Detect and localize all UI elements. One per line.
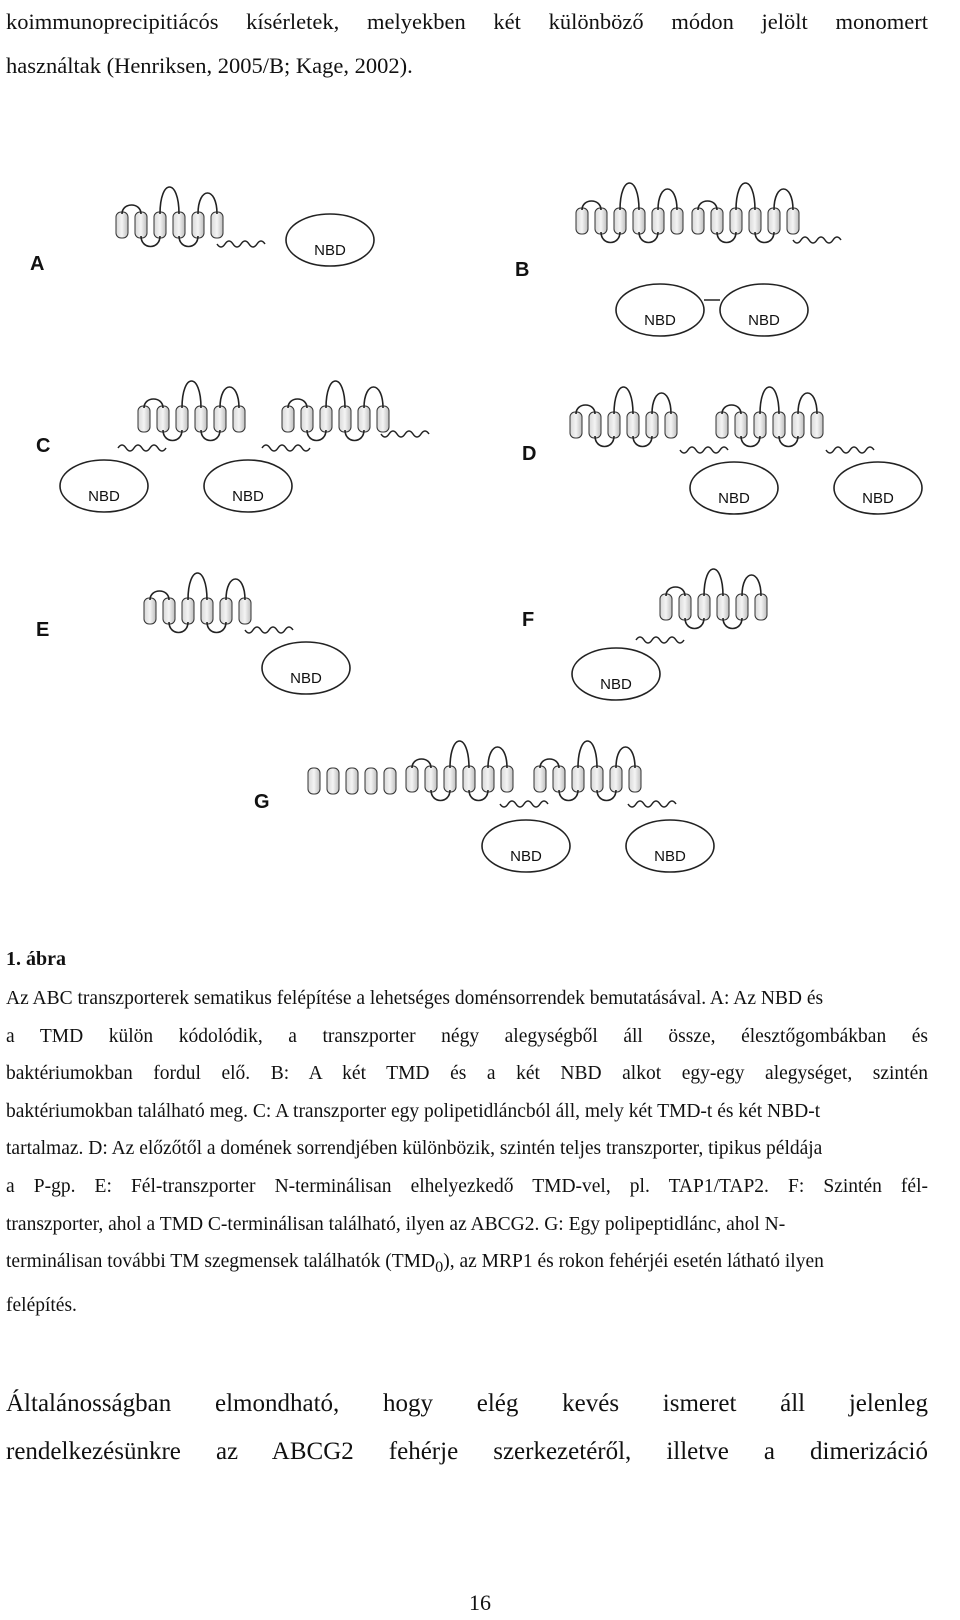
panel-b	[515, 183, 841, 336]
tm-helix	[346, 768, 358, 794]
tm-helix	[749, 208, 761, 234]
caption-line	[6, 1243, 928, 1286]
terminal-tail	[500, 801, 548, 807]
nbd-label: NBD	[314, 242, 346, 259]
body-paragraph	[6, 1380, 928, 1476]
tm-helix	[717, 594, 729, 620]
abc-transporter-figure	[0, 170, 960, 940]
panel-label: D	[522, 443, 537, 465]
tm-helix	[755, 594, 767, 620]
terminal-tail	[245, 627, 293, 633]
tm-helix	[233, 406, 245, 432]
terminal-tail	[826, 447, 874, 453]
tm-helix	[192, 212, 204, 238]
tm-helix	[116, 212, 128, 238]
body-line-1: Általánosságban elmondható, hogy elég kevés ismeret áll jelenleg	[6, 1390, 928, 1417]
tm-helix	[730, 208, 742, 234]
tm-helix	[614, 208, 626, 234]
terminal-tail	[680, 447, 728, 453]
nbd-label: NBD	[88, 488, 120, 505]
panel-a	[30, 187, 374, 275]
tm-helix	[572, 766, 584, 792]
tm-helix	[377, 406, 389, 432]
tm-helix	[320, 406, 332, 432]
tm-helix	[173, 212, 185, 238]
tm-helix	[308, 768, 320, 794]
tm-helix	[633, 208, 645, 234]
tm-helix	[482, 766, 494, 792]
caption-line-text: ), az MRP1 és rokon fehérjéi esetén látható ilyen	[443, 1251, 824, 1273]
tm-helix	[138, 406, 150, 432]
tm-helix	[365, 768, 377, 794]
tm-helix	[591, 766, 603, 792]
page-number: 16	[469, 1590, 491, 1615]
tm-helix	[576, 208, 588, 234]
panel-label: G	[254, 791, 270, 813]
caption-line: a TMD külön kódolódik, a transzporter négy alegységből áll össze, élesztőgombákban és	[6, 1025, 928, 1047]
tm-helix	[220, 598, 232, 624]
tm-helix	[792, 412, 804, 438]
subscript-zero: 0	[435, 1258, 444, 1277]
panel-d	[522, 387, 922, 514]
tm-helix	[384, 768, 396, 794]
tm-helix	[154, 212, 166, 238]
tm-helix	[679, 594, 691, 620]
tm-helix	[425, 766, 437, 792]
tm-helix	[553, 766, 565, 792]
tm-helix	[610, 766, 622, 792]
nbd-label: NBD	[510, 848, 542, 865]
intro-paragraph	[6, 0, 928, 88]
tm-helix	[754, 412, 766, 438]
tm-helix	[608, 412, 620, 438]
tm-helix	[773, 412, 785, 438]
tm-helix	[665, 412, 677, 438]
terminal-tail	[628, 801, 676, 807]
nbd-label: NBD	[748, 312, 780, 329]
tm-helix	[211, 212, 223, 238]
tm-helix	[589, 412, 601, 438]
tm-helix	[787, 208, 799, 234]
panel-label: A	[30, 253, 45, 275]
tm-helix	[652, 208, 664, 234]
panel-f	[522, 569, 767, 700]
terminal-tail	[381, 431, 429, 437]
tm-helix	[201, 598, 213, 624]
tm-helix	[182, 598, 194, 624]
nbd-label: NBD	[290, 670, 322, 687]
tm-helix	[327, 768, 339, 794]
terminal-tail	[793, 237, 841, 243]
tm-helix	[163, 598, 175, 624]
tm-helix	[711, 208, 723, 234]
terminal-tail	[636, 637, 684, 643]
tm-helix	[501, 766, 513, 792]
panel-label: C	[36, 435, 51, 457]
caption-line: baktériumokban fordul elő. B: A két TMD és a két NBD alkot egy-egy alegységet, szintén	[6, 1063, 928, 1085]
caption-line: transzporter, ahol a TMD C-terminálisan található, ilyen az ABCG2. G: Egy polipeptidlánc, ahol N-	[6, 1213, 786, 1235]
tm-helix	[698, 594, 710, 620]
tm-helix	[595, 208, 607, 234]
tm-helix	[716, 412, 728, 438]
tm-helix	[692, 208, 704, 234]
tm-helix	[301, 406, 313, 432]
tmd0	[308, 768, 396, 794]
caption-line: tartalmaz. D: Az előzőtől a domének sorrendjében különbözik, szintén teljes transzporter, tipikus példája	[6, 1138, 823, 1160]
tm-helix	[176, 406, 188, 432]
panel-label: B	[515, 259, 530, 281]
tm-helix	[339, 406, 351, 432]
panel-label: E	[36, 619, 50, 641]
tm-helix	[660, 594, 672, 620]
tm-helix	[282, 406, 294, 432]
tm-helix	[358, 406, 370, 432]
tm-helix	[144, 598, 156, 624]
terminal-tail	[262, 445, 310, 451]
intro-line-1: koimmunoprecipitiácós kísérletek, melyekben két különböző módon jelölt monomert	[6, 9, 928, 34]
tm-helix	[627, 412, 639, 438]
nbd-label: NBD	[232, 488, 264, 505]
tm-helix	[646, 412, 658, 438]
tm-helix	[214, 406, 226, 432]
caption-line: Az ABC transzporterek sematikus felépítése a lehetséges doménsorrendek bemutatásával. A: Az NBD és	[6, 988, 824, 1009]
tm-helix	[671, 208, 683, 234]
panel-g	[254, 741, 714, 872]
intro-line-2: használtak (Henriksen, 2005/B; Kage, 2002).	[6, 53, 413, 78]
caption-line: a P-gp. E: Fél-transzporter N-terminálisan elhelyezkedő TMD-vel, pl. TAP1/TAP2. F: Szintén fél-	[6, 1175, 928, 1197]
tm-helix	[135, 212, 147, 238]
figure-caption	[6, 980, 928, 1324]
panel-e	[36, 573, 350, 694]
nbd-label: NBD	[644, 312, 676, 329]
tm-helix	[444, 766, 456, 792]
panel-c	[36, 381, 429, 512]
caption-line-text: terminálisan további TM szegmensek találhatók (TMD	[6, 1251, 436, 1273]
tm-helix	[463, 766, 475, 792]
figure-caption-title: 1. ábra	[6, 948, 66, 970]
tm-helix	[736, 594, 748, 620]
tm-helix	[811, 412, 823, 438]
tm-helix	[534, 766, 546, 792]
body-line-2: rendelkezésünkre az ABCG2 fehérje szerkezetéről, illetve a dimerizáció	[6, 1438, 928, 1465]
caption-line: baktériumokban található meg. C: A transzporter egy polipetidláncból áll, mely két TMD-t és két NBD-t	[6, 1100, 821, 1122]
tm-helix	[768, 208, 780, 234]
tm-helix	[406, 766, 418, 792]
tm-helix	[735, 412, 747, 438]
terminal-tail	[217, 241, 265, 247]
tm-helix	[239, 598, 251, 624]
panel-label: F	[522, 609, 535, 631]
caption-line: felépítés.	[6, 1294, 77, 1316]
terminal-tail	[118, 445, 166, 451]
nbd-label: NBD	[862, 490, 894, 507]
nbd-label: NBD	[600, 676, 632, 693]
nbd-label: NBD	[654, 848, 686, 865]
tm-helix	[195, 406, 207, 432]
nbd-label: NBD	[718, 490, 750, 507]
tm-helix	[570, 412, 582, 438]
tm-helix	[629, 766, 641, 792]
tm-helix	[157, 406, 169, 432]
